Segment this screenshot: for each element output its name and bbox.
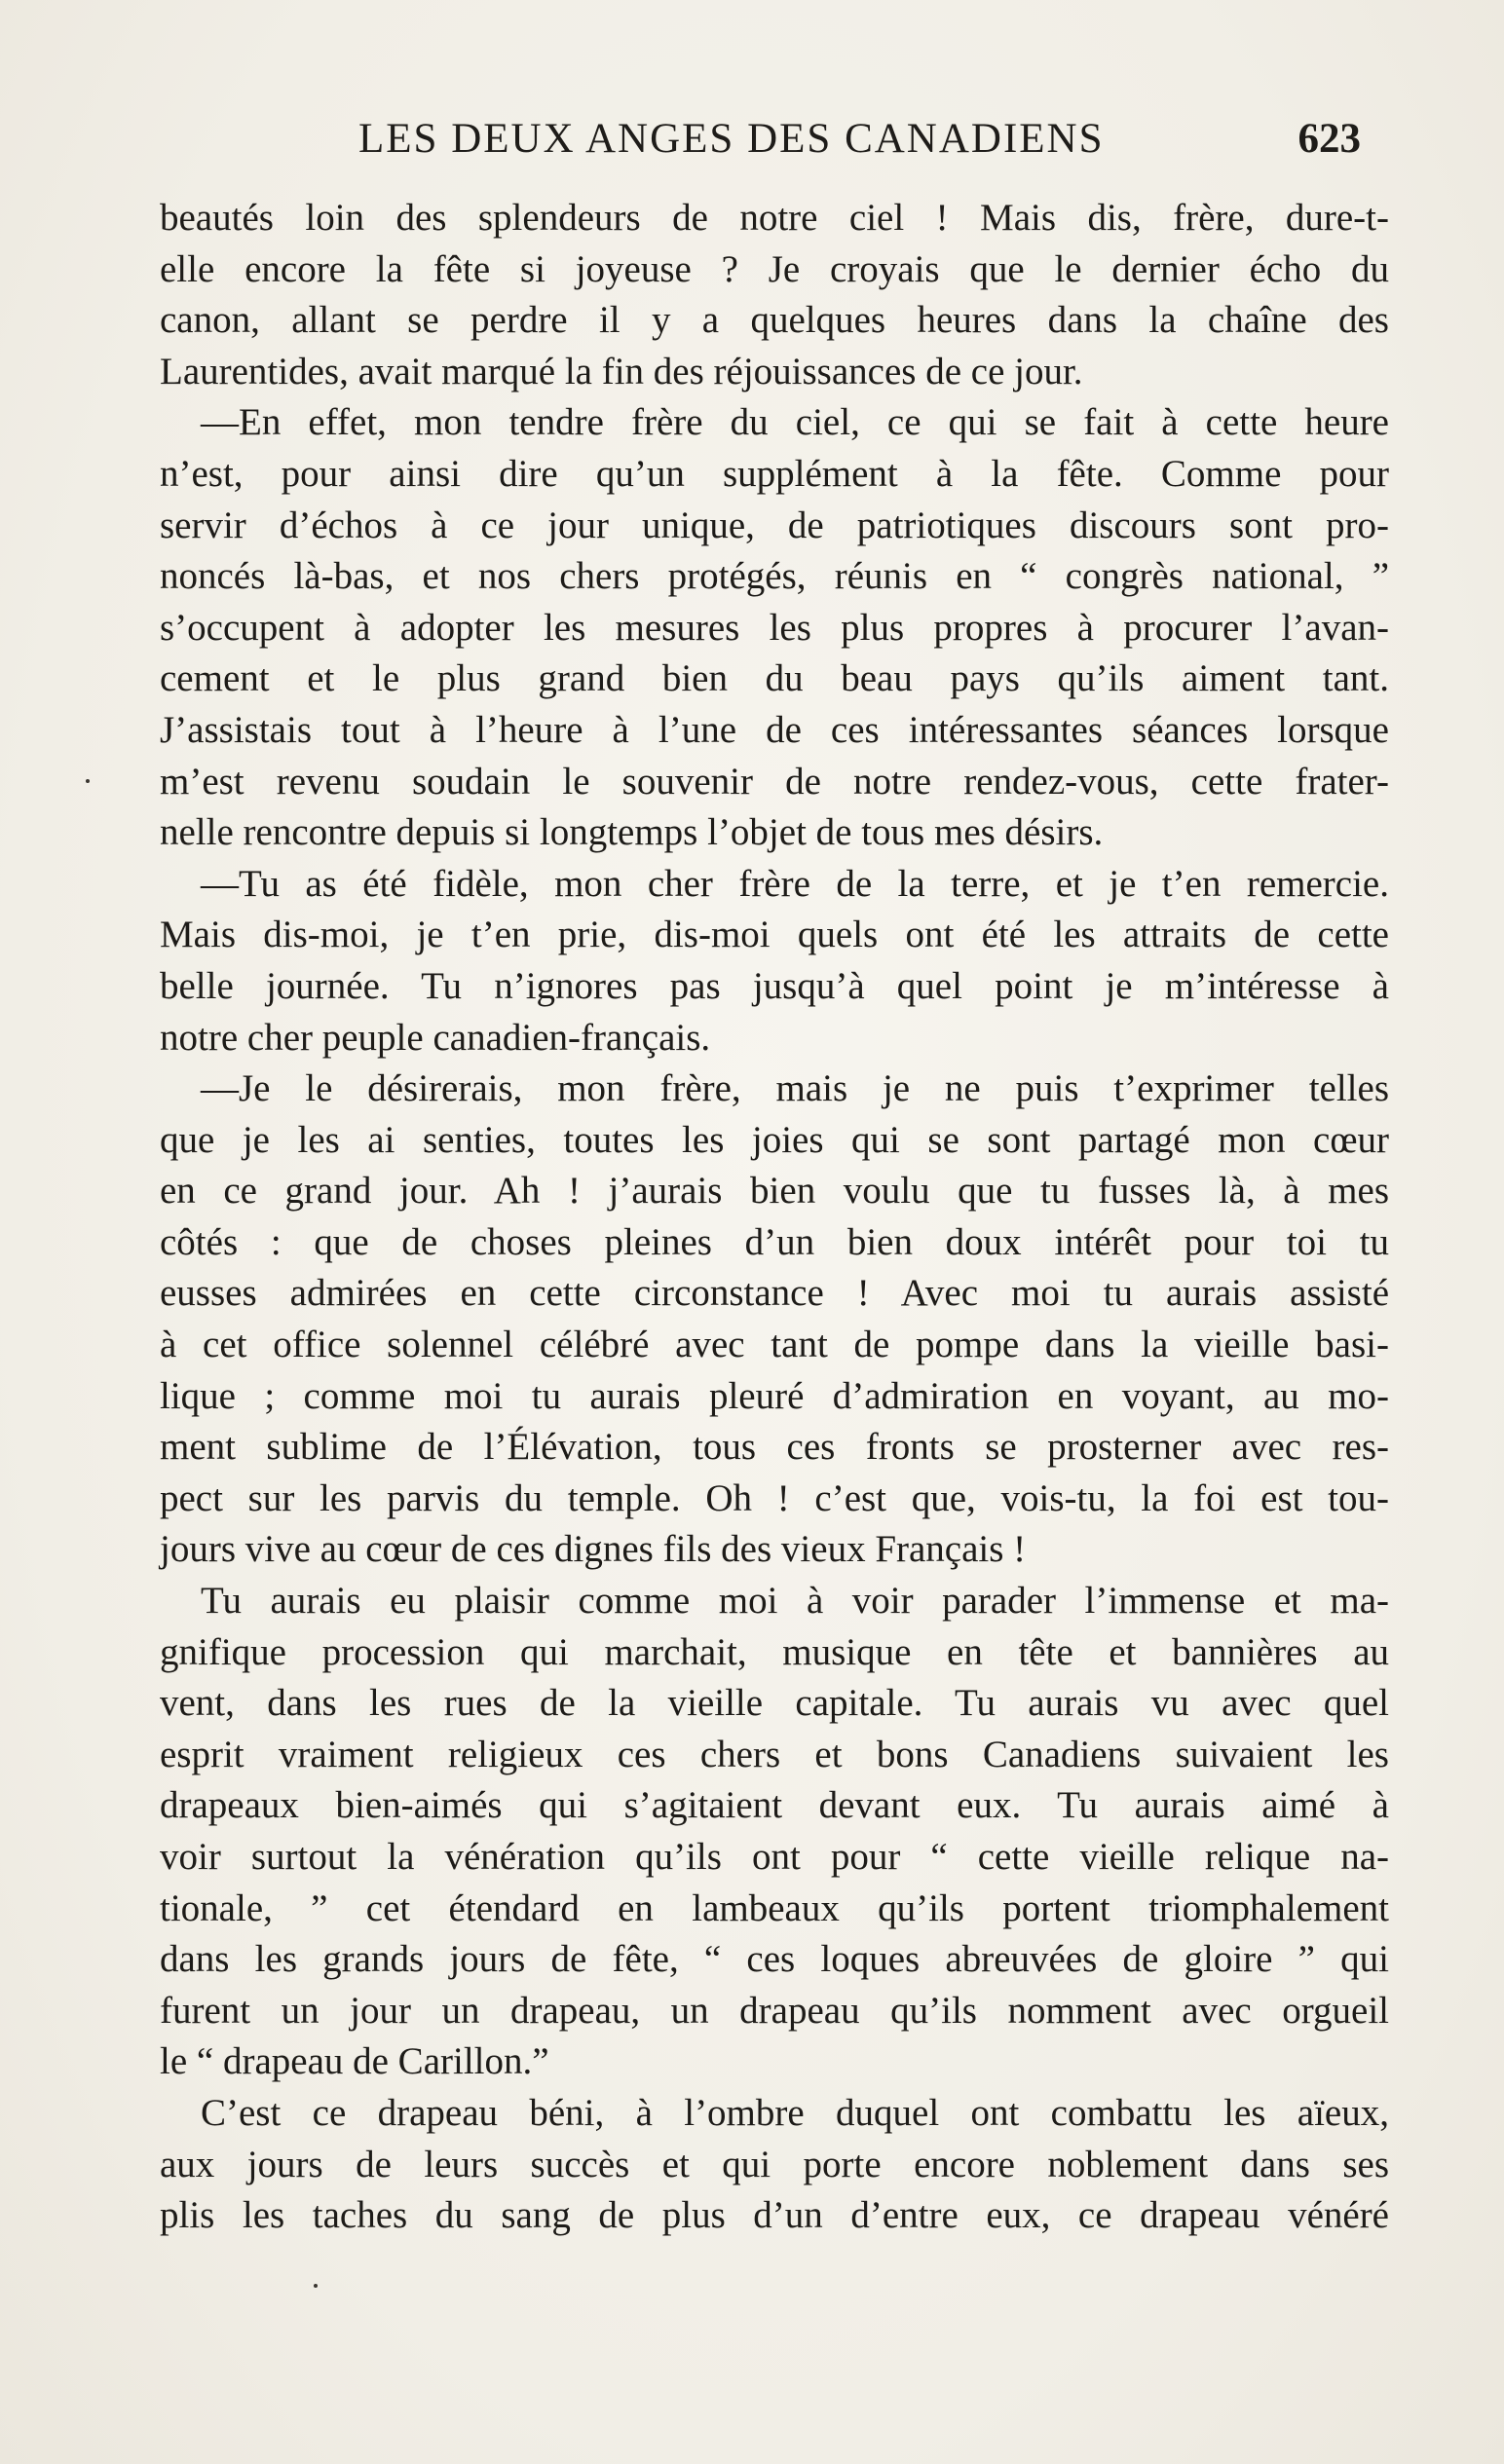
text-line: furent un jour un drapeau, un drapeau qu’ils nomment avec orgueil [160,1989,1389,2032]
text-line: canon, allant se perdre il y a quelques heures dans la chaîne des [160,299,1389,342]
text-line: lique ; comme moi tu aurais pleuré d’admiration en voyant, au mo- [160,1374,1389,1417]
text-line: côtés : que de choses pleines d’un bien doux intérêt pour toi tu [160,1220,1389,1263]
text-line: drapeaux bien-aimés qui s’agitaient devant eux. Tu aurais aimé à [160,1784,1389,1827]
text-line: —Tu as été fidèle, mon cher frère de la terre, et je t’en remercie. [201,862,1389,905]
text-line: tionale, ” cet étendard en lambeaux qu’ils portent triomphalement [160,1886,1389,1929]
text-line: beautés loin des splendeurs de notre ciel ! Mais dis, frère, dure-t- [160,197,1389,239]
text-line: en ce grand jour. Ah ! j’aurais bien voulu que tu fusses là, à mes [160,1170,1389,1213]
text-line: ment sublime de l’Élévation, tous ces fronts se prosterner avec res- [160,1426,1389,1469]
page-header [168,115,1361,173]
text-line: Laurentides, avait marqué la fin des réjouissances de ce jour. [160,350,1083,392]
running-title: LES DEUX ANGES DES CANADIENS [358,116,1105,162]
text-line: à cet office solennel célébré avec tant de pompe dans la vieille basi- [160,1324,1389,1366]
text-line: —En effet, mon tendre frère du ciel, ce qui se fait à cette heure [201,401,1389,444]
text-line: m’est revenu soudain le souvenir de notre rendez-vous, cette frater- [160,760,1389,803]
text-line: belle journée. Tu n’ignores pas jusqu’à quel point je m’intéresse à [160,964,1389,1007]
body-text [160,193,1389,2242]
text-line: —Je le désirerais, mon frère, mais je ne puis t’exprimer telles [201,1067,1389,1110]
text-line: C’est ce drapeau béni, à l’ombre duquel ont combattu les aïeux, [201,2091,1389,2134]
text-line: Tu aurais eu plaisir comme moi à voir parader l’immense et ma- [201,1580,1389,1623]
text-line: voir surtout la vénération qu’ils ont pour “ cette vieille relique na- [160,1836,1389,1878]
text-line: n’est, pour ainsi dire qu’un supplément à la fête. Comme pour [160,452,1389,495]
page-number: 623 [1297,116,1361,162]
text-line: gnifique procession qui marchait, musique en tête et bannières au [160,1630,1389,1673]
text-line: vent, dans les rues de la vieille capitale. Tu aurais vu avec quel [160,1682,1389,1725]
text-line: cement et le plus grand bien du beau pays qu’ils aiment tant. [160,657,1389,700]
text-line: elle encore la fête si joyeuse ? Je croyais que le dernier écho du [160,247,1389,290]
text-line: nelle rencontre depuis si longtemps l’objet de tous mes désirs. [160,811,1104,854]
text-line: J’assistais tout à l’heure à l’une de ces intéressantes séances lorsque [160,708,1389,751]
text-line: pect sur les parvis du temple. Oh ! c’est que, vois-tu, la foi est tou- [160,1476,1389,1519]
print-speck [314,2284,318,2288]
print-speck [86,779,90,783]
text-line: Mais dis-moi, je t’en prie, dis-moi quels ont été les attraits de cette [160,914,1389,956]
text-line: esprit vraiment religieux ces chers et bons Canadiens suivaient les [160,1733,1389,1775]
text-line: plis les taches du sang de plus d’un d’entre eux, ce drapeau vénéré [160,2194,1389,2237]
text-line: notre cher peuple canadien-français. [160,1016,711,1059]
text-line: servir d’échos à ce jour unique, de patriotiques discours sont pro- [160,504,1389,546]
text-line: aux jours de leurs succès et qui porte encore noblement dans ses [160,2143,1389,2185]
text-line: le “ drapeau de Carillon.” [160,2040,549,2083]
text-line: jours vive au cœur de ces dignes fils des vieux Français ! [160,1528,1027,1571]
text-line: noncés là-bas, et nos chers protégés, réunis en “ congrès national, ” [160,555,1389,598]
text-line: que je les ai senties, toutes les joies qui se sont partagé mon cœur [160,1118,1389,1161]
text-line: dans les grands jours de fête, “ ces loques abreuvées de gloire ” qui [160,1938,1389,1981]
text-line: s’occupent à adopter les mesures les plus propres à procurer l’avan- [160,606,1389,649]
text-line: eusses admirées en cette circonstance ! Avec moi tu aurais assisté [160,1272,1389,1315]
